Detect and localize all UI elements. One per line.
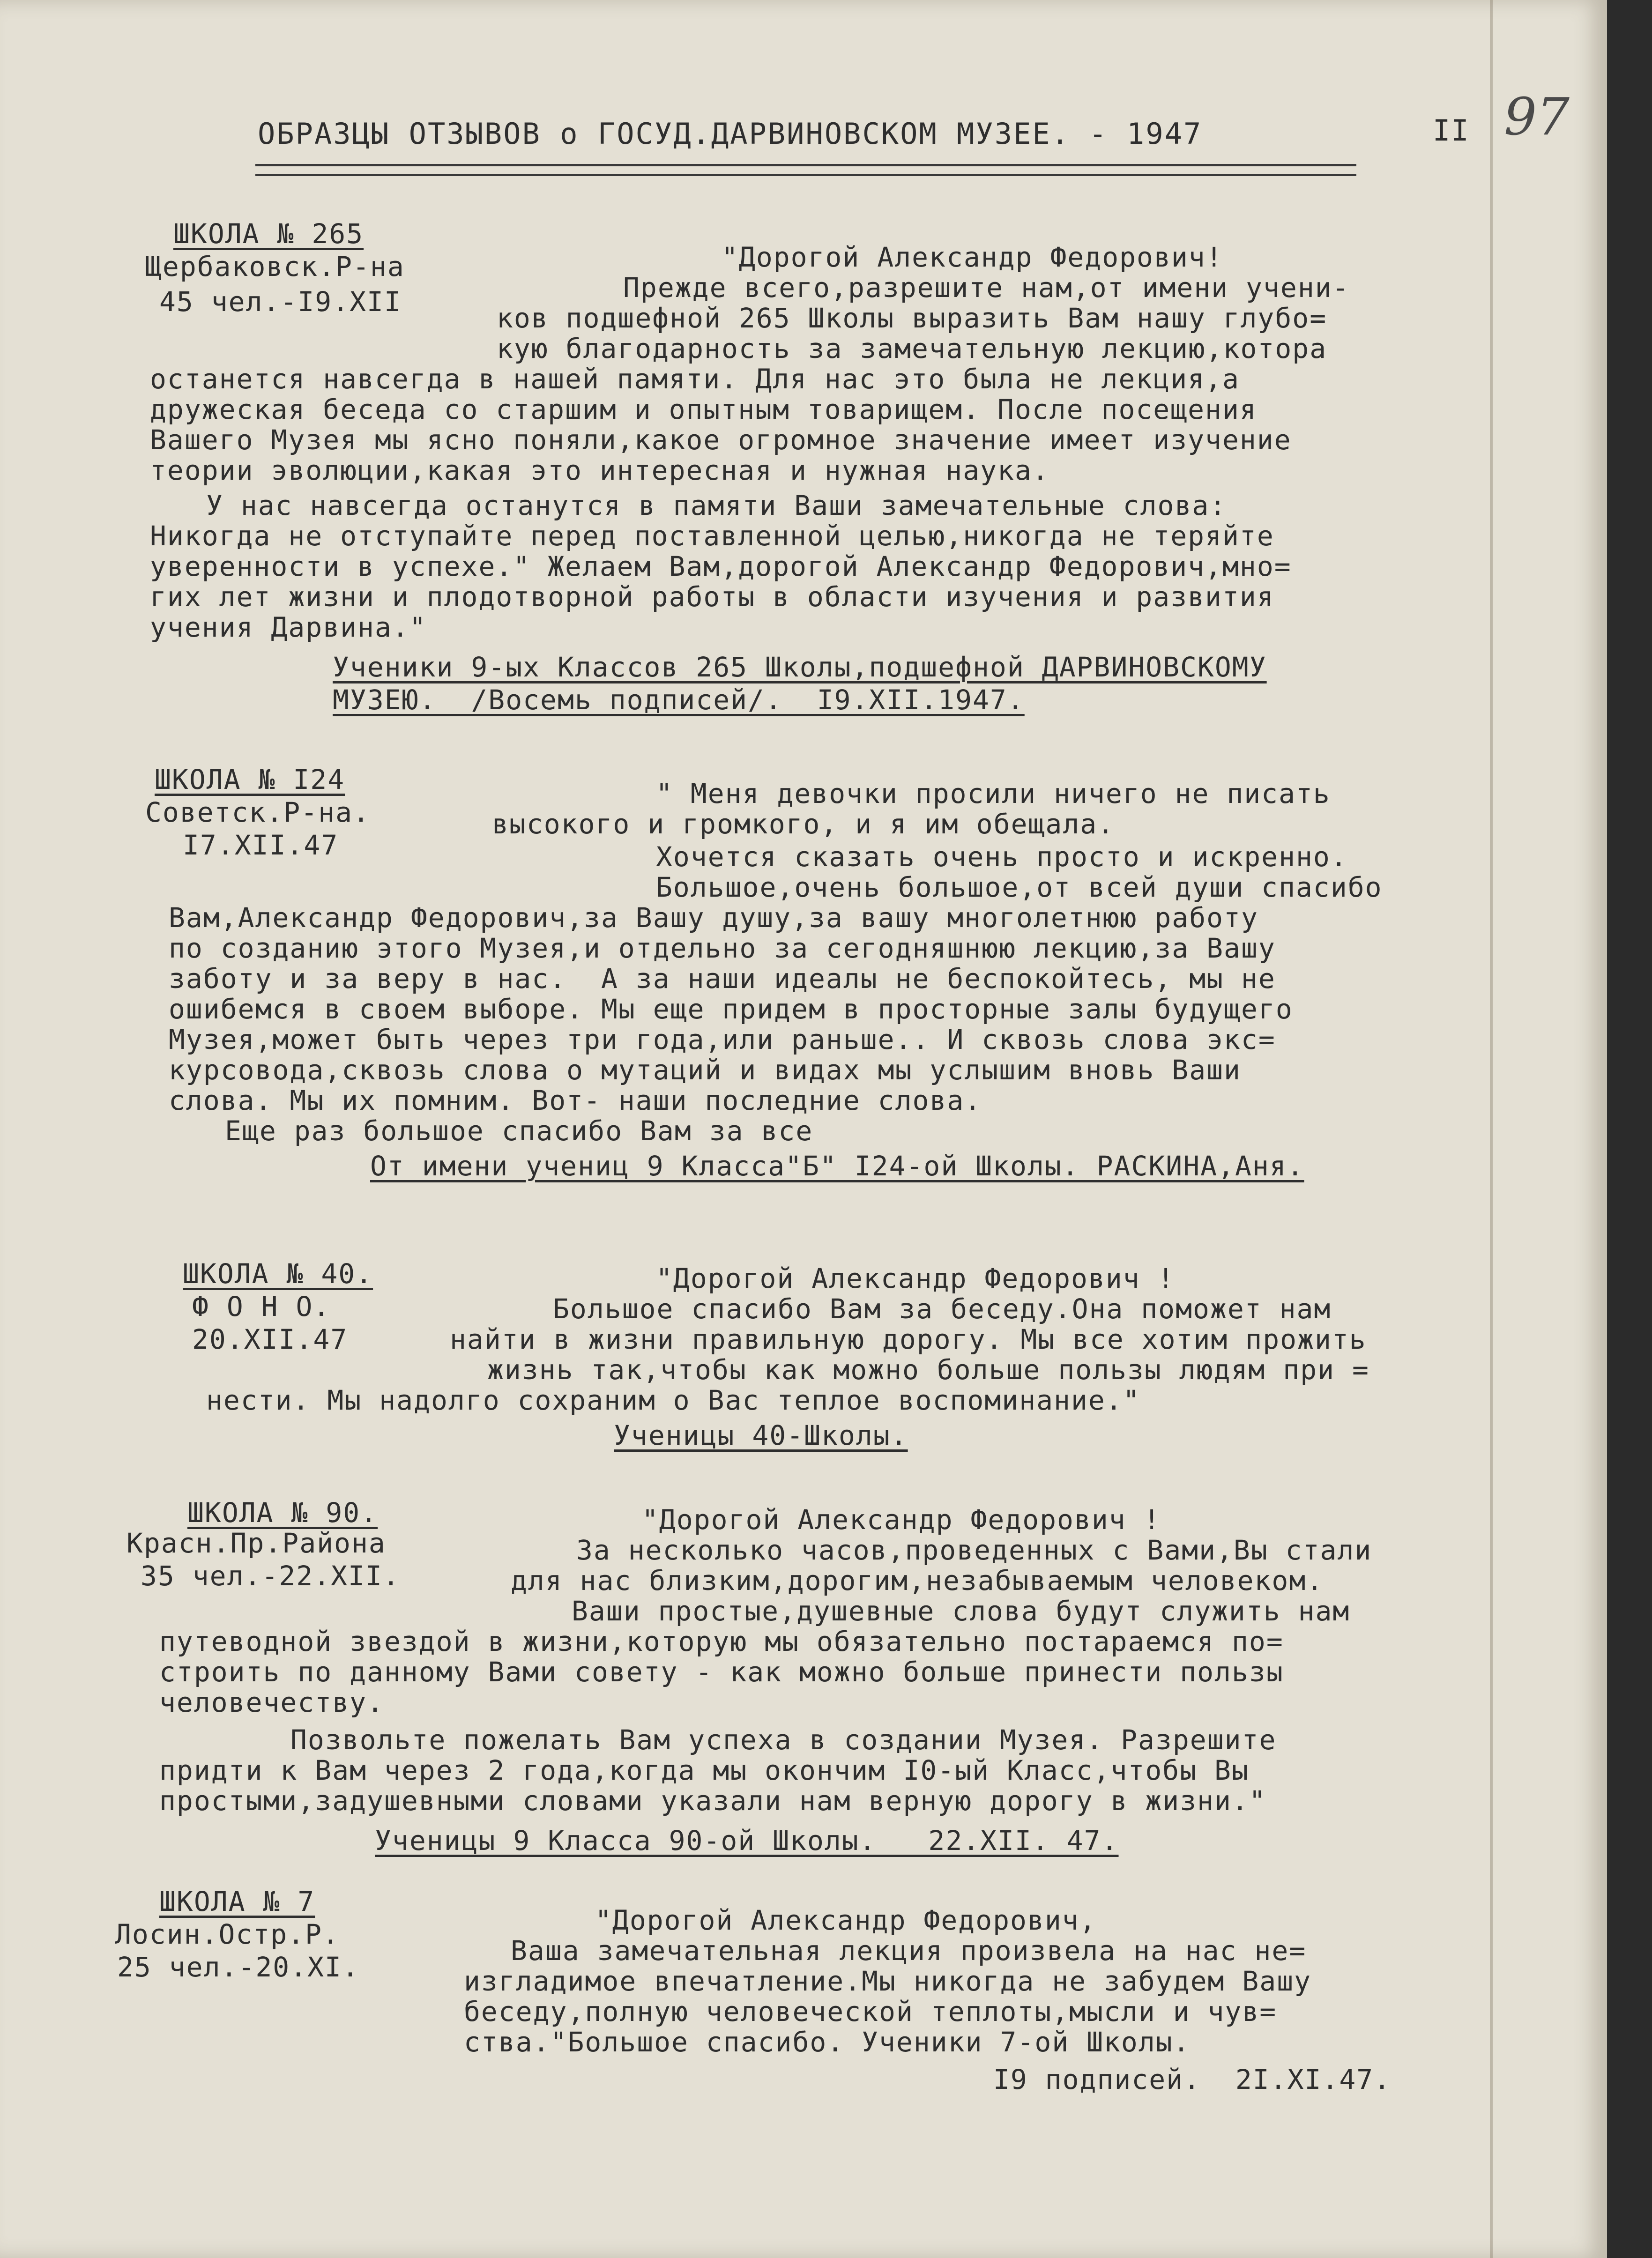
letter-line: ства."Большое спасибо. Ученики 7-ой Школы. <box>464 2026 1191 2058</box>
school-date: 25 чел.-20.XI. <box>117 1951 359 1983</box>
school-heading: ШКОЛА № 40. <box>183 1258 373 1290</box>
letter-line: ков подшефной 265 Школы выразить Вам нашу глубо= <box>497 302 1327 334</box>
letter-line: Позвольте пожелать Вам успеха в создании Музея. Разрешите <box>290 1724 1277 1756</box>
letter-line: изгладимое впечатление.Мы никогда не забудем Вашу <box>464 1965 1312 1997</box>
school-date: 20.XII.47 <box>192 1323 348 1355</box>
title-double-rule <box>255 164 1356 176</box>
letter-line: гих лет жизни и плодотворной работы в области изучения и развития <box>150 581 1274 613</box>
letter-line: путеводной звездой в жизни,которую мы обязательно постараемся по= <box>159 1626 1284 1657</box>
school-district: Ф О Н О. <box>192 1291 331 1322</box>
letter-line: "Дорогой Александр Федорович ! <box>642 1504 1161 1536</box>
scan-background-edge <box>1607 0 1652 2258</box>
school-date: 35 чел.-22.XII. <box>141 1560 400 1592</box>
letter-line: строить по данному Вами совету - как можно больше принести пользы <box>159 1656 1284 1688</box>
signature-line: От имени учениц 9 Класса"Б" I24-ой Школы. РАСКИНА,Аня. <box>370 1150 1304 1182</box>
letter-line: "Дорогой Александр Федорович ! <box>656 1263 1175 1294</box>
letter-line: жизнь так,чтобы как можно больше пользы людям при = <box>487 1354 1369 1386</box>
signature-line: Ученицы 40-Школы. <box>614 1419 908 1451</box>
letter-line: дружеская беседа со старшим и опытным товарищем. После посещения <box>150 394 1257 425</box>
school-date: 45 чел.-I9.XII <box>159 286 402 318</box>
letter-line: теории эволюции,какая это интересная и нужная наука. <box>150 454 1049 486</box>
letter-line: по созданию этого Музея,и отдельно за сегодняшнюю лекцию,за Вашу <box>169 932 1276 964</box>
letter-line: "Дорогой Александр Федорович! <box>722 241 1223 273</box>
signature-line: Ученики 9-ых Классов 265 Школы,подшефной ДАРВИНОВСКОМУ <box>333 651 1267 683</box>
letter-line: Ваши простые,душевные слова будут служить нам <box>572 1595 1350 1627</box>
letter-line: Хочется сказать очень просто и искренно. <box>656 841 1348 873</box>
page-crease <box>1490 0 1493 2258</box>
signature-line: МУЗЕЮ. /Восемь подписей/. I9.XII.1947. <box>333 684 1025 716</box>
letter-line: Ваша замечательная лекция произвела на нас не= <box>511 1935 1307 1967</box>
handwritten-page-number: 97 <box>1504 87 1570 147</box>
letter-line: Большое спасибо Вам за беседу.Она поможет нам <box>553 1293 1332 1325</box>
letter-line: заботу и за веру в нас. А за наши идеалы не беспокойтесь, мы не <box>169 963 1276 995</box>
letter-line: учения Дарвина." <box>150 611 427 643</box>
letter-line: Вашего Музея мы ясно поняли,какое огромное значение имеет изучение <box>150 424 1292 456</box>
letter-line: придти к Вам через 2 года,когда мы окончим I0-ый Класс,чтобы Вы <box>159 1754 1249 1786</box>
school-heading: ШКОЛА № 7 <box>159 1886 315 1917</box>
letter-line: Вам,Александр Федорович,за Вашу душу,за вашу многолетнюю работу <box>169 902 1258 934</box>
school-heading: ШКОЛА № 90. <box>187 1497 378 1529</box>
letter-line: нести. Мы надолго сохраним о Вас теплое воспоминание." <box>206 1384 1140 1416</box>
letter-line: У нас навсегда останутся в памяти Ваши замечательные слова: <box>206 490 1227 521</box>
signature-line: I9 подписей. 2I.XI.47. <box>993 2064 1392 2095</box>
letter-line: человечеству. <box>159 1686 384 1718</box>
letter-line: курсовода,сквозь слова о мутаций и видах мы услышим вновь Ваши <box>169 1054 1241 1086</box>
letter-line: кую благодарность за замечательную лекцию,котора <box>497 333 1327 364</box>
letter-line: За несколько часов,проведенных с Вами,Вы стали <box>576 1534 1372 1566</box>
letter-line: Музея,может быть через три года,или раньше.. И сквозь слова экс= <box>169 1024 1276 1055</box>
school-heading: ШКОЛА № I24 <box>155 764 345 795</box>
letter-line: Никогда не отступайте перед поставленной целью,никогда не теряйте <box>150 520 1274 552</box>
letter-line: беседу,полную человеческой теплоты,мысли и чув= <box>464 1996 1277 2028</box>
letter-line: Большое,очень большое,от всей души спасибо <box>656 871 1383 903</box>
letter-line: "Дорогой Александр Федорович, <box>595 1904 1097 1936</box>
letter-line: Прежде всего,разрешите нам,от имени учени- <box>623 272 1350 304</box>
school-district: Красн.Пр.Района <box>127 1527 386 1559</box>
letter-line: Еще раз большое спасибо Вам за все <box>225 1115 813 1147</box>
letter-line: ошибемся в своем выборе. Мы еще придем в просторные залы будущего <box>169 993 1293 1025</box>
school-district: Советск.Р-на. <box>145 796 370 828</box>
letter-line: " Меня девочки просили ничего не писать <box>656 778 1331 810</box>
letter-line: простыми,задушевными словами указали нам верную дорогу в жизни." <box>159 1785 1266 1817</box>
school-date: I7.XII.47 <box>183 829 339 861</box>
letter-line: высокого и громкого, и я им обещала. <box>492 808 1115 840</box>
letter-line: для нас близким,дорогим,незабываемым человеком. <box>511 1565 1324 1597</box>
school-district: Щербаковск.Р-на <box>145 251 405 282</box>
school-district: Лосин.Остр.Р. <box>115 1918 340 1950</box>
school-heading: ШКОЛА № 265 <box>173 218 364 250</box>
page-number: II <box>1433 113 1470 148</box>
page-title: ОБРАЗЦЫ ОТЗЫВОВ о ГОСУД.ДАРВИНОВСКОМ МУЗЕЕ. - 1947 <box>258 117 1203 151</box>
letter-line: останется навсегда в нашей памяти. Для нас это была не лекция,а <box>150 363 1240 395</box>
letter-line: уверенности в успехе." Желаем Вам,дорогой Александр Федорович,мно= <box>150 550 1292 582</box>
signature-line: Ученицы 9 Класса 90-ой Школы. 22.XII. 47. <box>375 1825 1119 1857</box>
letter-line: слова. Мы их помним. Вот- наши последние слова. <box>169 1084 982 1116</box>
letter-line: найти в жизни правильную дорогу. Мы все хотим прожить <box>450 1323 1367 1355</box>
